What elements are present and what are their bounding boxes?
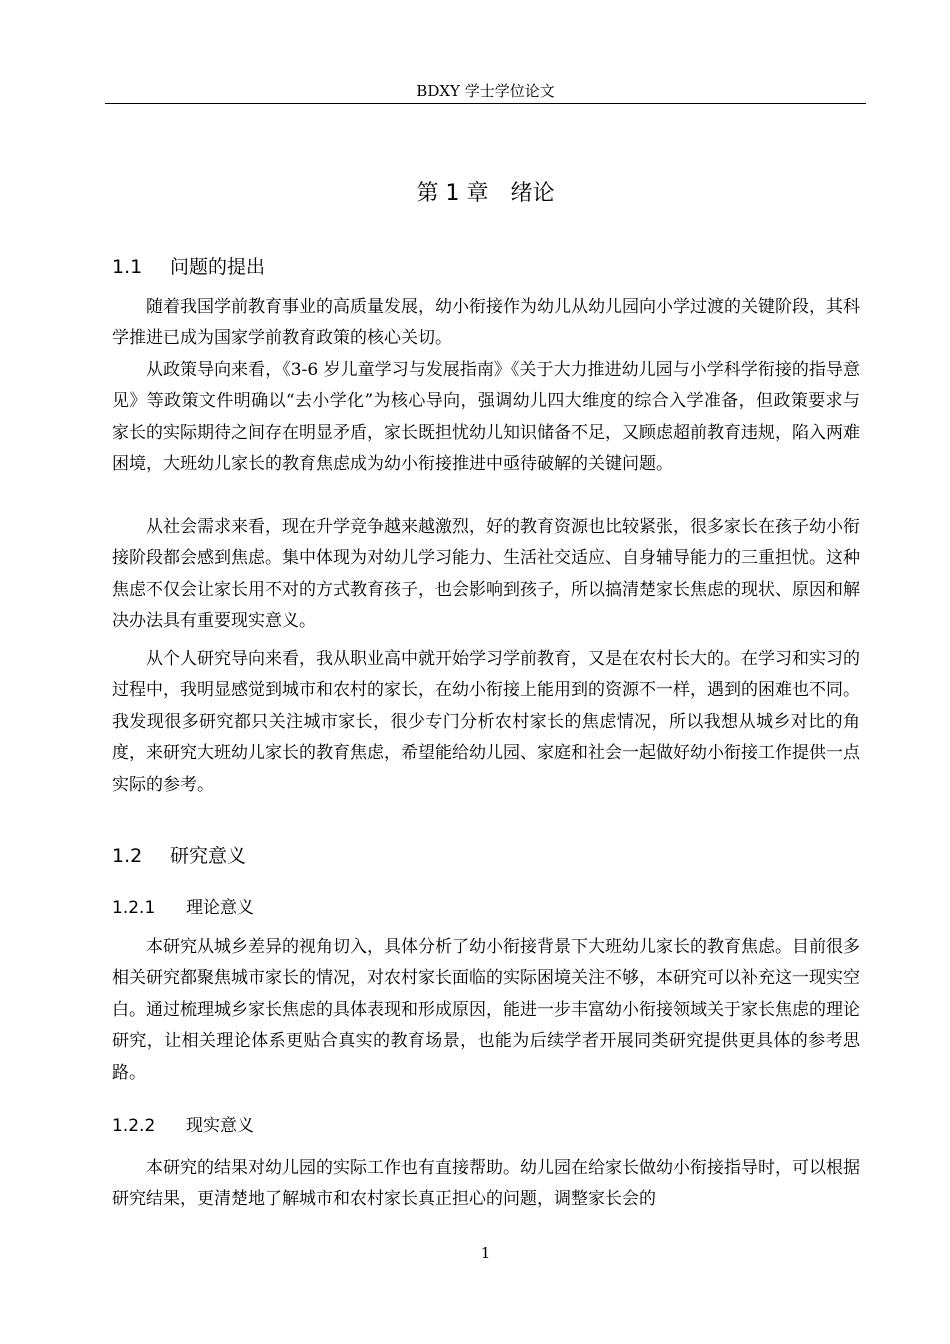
chapter-name: 绪论 <box>510 181 555 206</box>
subsection-title: 理论意义 <box>186 898 254 918</box>
section-number: 1.2 <box>112 845 143 867</box>
paragraph: 从社会需求来看，现在升学竞争越来越激烈，好的教育资源也比较紧张，很多家长在孩子幼小衔接阶段都会感到焦虑。集中体现为对幼儿学习能力、生活社交适应、自身辅导能力的三重担忧。这种焦虑不仅会让家长用不对的方式教育孩子，也会影响到孩子，所以搞清楚家长焦虑的现状、原因和解决办法具有重要现实意义。 <box>112 517 860 632</box>
chapter-number: 第 1 章 <box>416 181 489 206</box>
subsection-number: 1.2.2 <box>112 1116 156 1136</box>
section-title: 研究意义 <box>170 845 247 867</box>
paragraph: 随着我国学前教育事业的高质量发展，幼小衔接作为幼儿从幼儿园向小学过渡的关键阶段，其科学推进已成为国家学前教育政策的核心关切。 <box>112 297 860 349</box>
section-title: 问题的提出 <box>170 256 266 278</box>
page-number: 1 <box>480 1244 491 1262</box>
chapter-title <box>105 178 866 210</box>
subsection-number: 1.2.1 <box>112 898 156 918</box>
header-divider <box>105 103 866 104</box>
running-header: BDXY 学士学位论文 <box>416 82 555 100</box>
paragraph: 本研究的结果对幼儿园的实际工作也有直接帮助。幼儿园在给家长做幼小衔接指导时，可以根据研究结果，更清楚地了解城市和农村家长真正担心的问题，调整家长会的 <box>112 1158 860 1210</box>
section-heading-1-1 <box>112 253 265 281</box>
subsection-heading-1-2-2 <box>112 1113 254 1139</box>
section-heading-1-2 <box>112 842 246 870</box>
paragraph: 从个人研究导向来看，我从职业高中就开始学习学前教育，又是在农村长大的。在学习和实习的过程中，我明显感觉到城市和农村的家长，在幼小衔接上能用到的资源不一样，遇到的困难也不同。我发现很多研究都只关注城市家长，很少专门分析农村家长的焦虑情况，所以我想从城乡对比的角度，来研究大班幼儿家长的教育焦虑，希望能给幼儿园、家庭和社会一起做好幼小衔接工作提供一点实际的参考。 <box>112 649 860 795</box>
paragraph: 从政策导向来看，《3-6 岁儿童学习与发展指南》《关于大力推进幼儿园与小学科学衔接的指导意见》等政策文件明确以“去小学化”为核心导向，强调幼儿四大维度的综合入学准备，但政策要求与家长的实际期待之间存在明显矛盾，家长既担忧幼儿知识储备不足，又顾虑超前教育违规，陷入两难困境，大班幼儿家长的教育焦虑成为幼小衔接推进中亟待破解的关键问题。 <box>112 360 860 475</box>
subsection-title: 现实意义 <box>186 1116 254 1136</box>
subsection-heading-1-2-1 <box>112 895 254 921</box>
section-number: 1.1 <box>112 256 143 278</box>
paragraph: 本研究从城乡差异的视角切入，具体分析了幼小衔接背景下大班幼儿家长的教育焦虑。目前很多相关研究都聚焦城市家长的情况，对农村家长面临的实际困境关注不够，本研究可以补充这一现实空白。通过梳理城乡家长焦虑的具体表现和形成原因，能进一步丰富幼小衔接领域关于家长焦虑的理论研究，让相关理论体系更贴合真实的教育场景，也能为后续学者开展同类研究提供更具体的参考思路。 <box>112 937 860 1083</box>
